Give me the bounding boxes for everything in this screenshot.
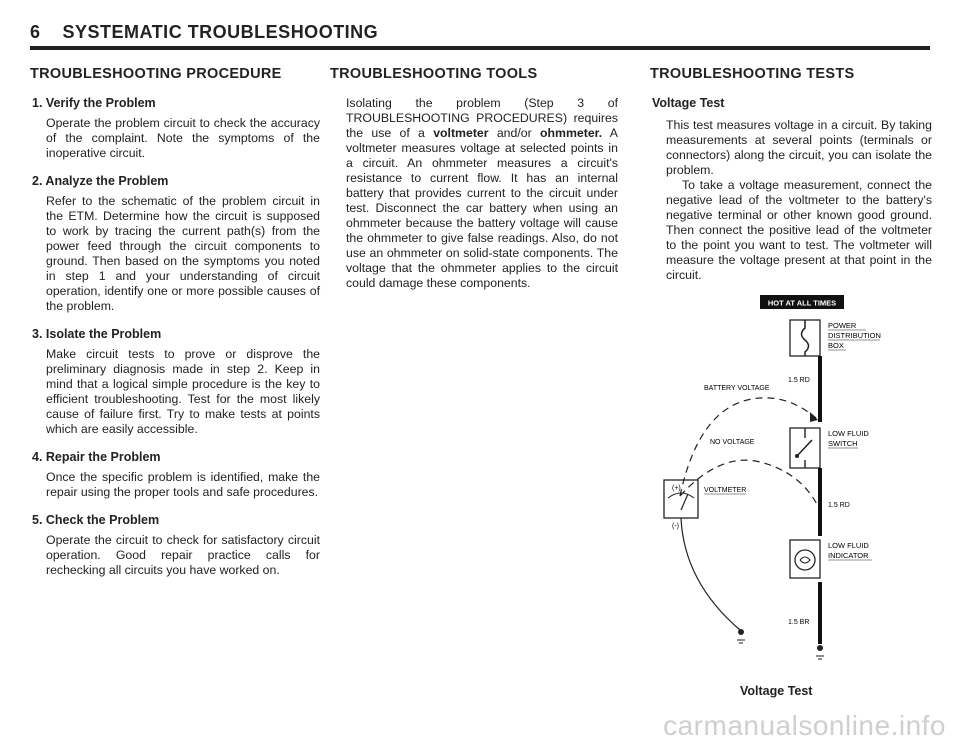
step-title: 3. Isolate the Problem (32, 327, 162, 341)
battery-voltage-label: BATTERY VOLTAGE (704, 385, 770, 392)
step-text: Once the specific problem is identified, make the repair using the proper tools and safe procedures. (46, 470, 320, 499)
procedure-step (30, 450, 320, 500)
header-rule (30, 46, 930, 50)
meter-needle-icon (681, 494, 688, 510)
switch-icon (797, 440, 812, 456)
step-text: Operate the circuit to check for satisfactory circuit operation. Good repair practice calls for rechecking all circuits you have worked on. (46, 533, 320, 577)
tools-heading: TROUBLESHOOTING TOOLS (330, 66, 538, 82)
tools-text-part: Isolating the problem (Step 3 of TROUBLESHOOTING PROCEDURES) requires the use of a (346, 96, 618, 140)
tests-column (650, 66, 932, 283)
step-title: 4. Repair the Problem (32, 450, 161, 464)
voltmeter-term: voltmeter (433, 126, 489, 140)
step-text: Make circuit tests to prove or disprove the preliminary diagnosis made in step 2. Keep in mind that a logical simple procedure is the key to efficient troubleshooting. Test for the most likely cause of failure first. Try to make tests at points which are easily accessible. (46, 347, 320, 436)
no-voltage-label: NO VOLTAGE (710, 439, 755, 446)
voltage-test-diagram (640, 292, 920, 682)
wire-label: 1.5 RD (828, 502, 850, 509)
power-box-label: POWER DISTRIBUTION BOX (828, 321, 881, 350)
procedure-step (30, 513, 320, 578)
indicator-lamp-icon (795, 550, 815, 570)
procedure-step (30, 96, 320, 161)
wire-label: 1.5 RD (788, 377, 810, 384)
procedure-step (30, 327, 320, 437)
tests-paragraph: To take a voltage measurement, connect the negative lead of the voltmeter to the battery's negative terminal or other known good ground. Then connect the positive lead of the voltmeter to the point you want to test. The voltmeter will measure the voltage present at that point in the circuit. (666, 178, 932, 282)
procedure-column (30, 66, 320, 591)
switch-label: LOW FLUID SWITCH (828, 429, 869, 448)
indicator-label: LOW FLUID INDICATOR (828, 541, 869, 560)
tools-text-part: and/or (488, 126, 540, 140)
tools-text-part: A voltmeter measures voltage at selected points in a circuit. An ohmmeter measures a circuit's resistance to current flow. It has an internal battery that provides current to the circuit under test. Disconnect the car battery when using an ohmmeter because the battery voltage will cause the ohmmeter to give false readings. Also, do not use an ohmmeter on solid-state components. The voltage that the ohmmeter applies to the circuit could damage these components. (346, 126, 619, 290)
watermark: carmanualsonline.info (663, 710, 946, 741)
ground-lead (681, 518, 740, 630)
page-number: 6 (30, 22, 41, 42)
page-title: SYSTEMATIC TROUBLESHOOTING (62, 22, 379, 42)
voltmeter-label: VOLTMETER (704, 487, 747, 494)
procedure-heading: TROUBLESHOOTING PROCEDURE (30, 66, 282, 82)
positive-terminal: (+) (672, 485, 681, 492)
step-title: 2. Analyze the Problem (32, 174, 169, 188)
procedure-step (30, 174, 320, 314)
step-text: Operate the problem circuit to check the accuracy of the complaint. Note the symptoms of the inoperative circuit. (46, 116, 320, 160)
fuse-icon (802, 320, 809, 356)
step-text: Refer to the schematic of the problem circuit in the ETM. Determine how the circuit is supposed to work by tracing the current path(s) from the power feed through the circuit components to ground. Then based on the symptoms you noted in step 1 and your understanding of circuit operation, identify one or more possible causes of the problem. (46, 194, 320, 313)
probe-path-low (680, 460, 818, 506)
ohmmeter-term: ohmmeter. (540, 126, 603, 140)
hot-label: HOT AT ALL TIMES (767, 298, 837, 308)
step-title: 1. Verify the Problem (32, 96, 156, 110)
diagram-caption: Voltage Test (740, 684, 813, 698)
wire-label: 1.5 BR (788, 619, 810, 626)
tests-paragraph: This test measures voltage in a circuit. By taking measurements at several points (terminals or connectors) along the circuit, you can isolate the problem. (666, 118, 932, 177)
probe-path-high (680, 398, 816, 496)
tests-heading: TROUBLESHOOTING TESTS (650, 66, 855, 82)
tools-column (330, 66, 618, 291)
voltmeter-symbol (664, 480, 698, 518)
negative-terminal: (-) (672, 523, 679, 530)
tools-text (346, 96, 618, 291)
step-title: 5. Check the Problem (32, 513, 160, 527)
page-header (30, 22, 378, 43)
voltage-test-subheading: Voltage Test (652, 96, 725, 110)
